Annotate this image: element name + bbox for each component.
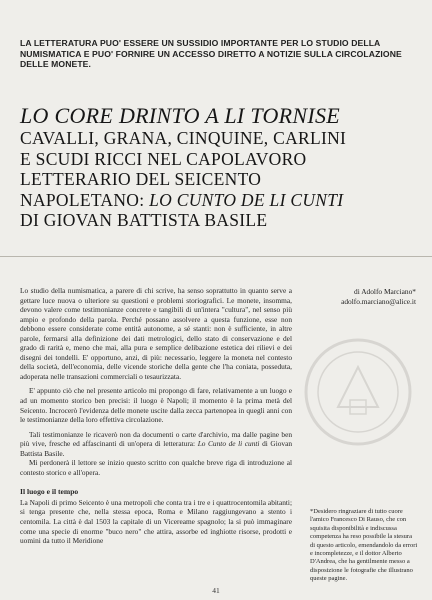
- body-paragraph-3: [20, 430, 292, 459]
- body-paragraph-5: La Napoli di primo Seicento è una metropoli che conta tra i tre e i quattrocentomila abitanti; si tenga presente che, nella stessa epoca, Roma e Milano raggiungevano a stento i centomila. La città è dal 1503 la capitale di un Vicereame spagnolo; la si può immaginare come una specie di enorme "buco nero" che attira, assorbe ed inghiotte risorse, prodotti e uomini da tutto il Meridione: [20, 497, 292, 546]
- seal-watermark-icon: [288, 312, 428, 472]
- section-heading: Il luogo e il tempo: [20, 487, 79, 497]
- title-line-1: LO CORE DRINTO A LI TORNISE: [20, 103, 341, 128]
- title-line-6: DI GIOVAN BATTISTA BASILE: [20, 210, 268, 230]
- body-paragraph-3-c: di Giovan Battista Basile.: [20, 439, 293, 458]
- author-block: [300, 287, 416, 306]
- section-divider: [0, 256, 432, 257]
- body-paragraph-1: Lo studio della numismatica, a parere di chi scrive, ha senso soprattutto in quanto serve a gettare luce nuova o ulteriore su questioni e problemi storiografici. Le monete, insomma, devono valere come testimonianze concrete e tangibili di un'intera "cultura", nel senso più ampio e profondo della parola. Perché possano assolvere a questa funzione, esse non debbono essere considerate come entità autonome, a sé stanti: non è sufficiente, in altre parole, fermarsi alla definizione dei dati metrologici, dello stato di conservazione e del grado di rarità e, meno che mai, alla pura e semplice delibazione estetica dei rilievi e dei disegni dei tondelli. E' opportuno, anzi, di più: necessario, leggere la moneta nel contesto della società, dell'economia, delle vicende storiche della gente che l'ha coniata, posseduta, adoperata nelle transazioni commerciali o tesaurizzata.: [20, 286, 292, 381]
- article-body: [20, 286, 292, 546]
- body-paragraph-2: E' appunto ciò che nel presente articolo mi propongo di fare, relativamente a un luogo e ad un momento storico ben precisi: il luogo è Napoli; il momento è la prima metà del Seicento. Incrocerò l'evidenza delle monete uscite dalla zecca partenopea in quegli anni con le testimonianze della loro effettiva circolazione.: [20, 386, 292, 425]
- title-line-2: CAVALLI, GRANA, CINQUINE, CARLINI: [20, 128, 347, 148]
- article-title: [20, 104, 420, 231]
- body-paragraph-4: Mi perdonerà il lettore se inizio questo scritto con qualche breve riga di introduzione al contesto storico e all'opera.: [20, 458, 292, 477]
- book-title: Lo Cunto de li cunti: [197, 439, 260, 449]
- footnote: *Desidero ringraziare di tutto cuore l'amico Francesco Di Rauso, che con squisita disponibilità e indiscussa competenza ha reso possibile la stesura di questo articolo, emendandolo da errori e incompletezze, e il dottor Alberto D'Andrea, che ha gentilmente messo a disposizione le fotografie che illustrano queste pagine.: [310, 508, 418, 583]
- title-line-4: LETTERARIO DEL SEICENTO: [20, 169, 262, 189]
- title-line-5-roman: NAPOLETANO:: [20, 189, 150, 210]
- title-line-5-italic: LO CUNTO DE LI CUNTI: [149, 189, 344, 210]
- page-number: 41: [212, 586, 220, 595]
- author-email: adolfo.marciano@alice.it: [341, 296, 416, 306]
- author-name: di Adolfo Marciano*: [354, 287, 416, 296]
- title-line-5: [20, 190, 420, 211]
- title-line-3: E SCUDI RICCI NEL CAPOLAVORO: [20, 148, 307, 169]
- body-paragraph-3-a: Tali testimonianze le ricaverò non da documenti o carte d'archivio, ma dalle pagine ben più vive, fresche ed affascinanti di un'opera di letteratura:: [20, 429, 292, 449]
- intro-text: LA LETTERATURA PUO' ESSERE UN SUSSIDIO IMPORTANTE PER LO STUDIO DELLA NUMISMATICA E PUO' FORNIRE UN ACCESSO DIRETTO A NOTIZIE SULLA CIRCOLAZIONE DELLE MONETE.: [20, 38, 402, 70]
